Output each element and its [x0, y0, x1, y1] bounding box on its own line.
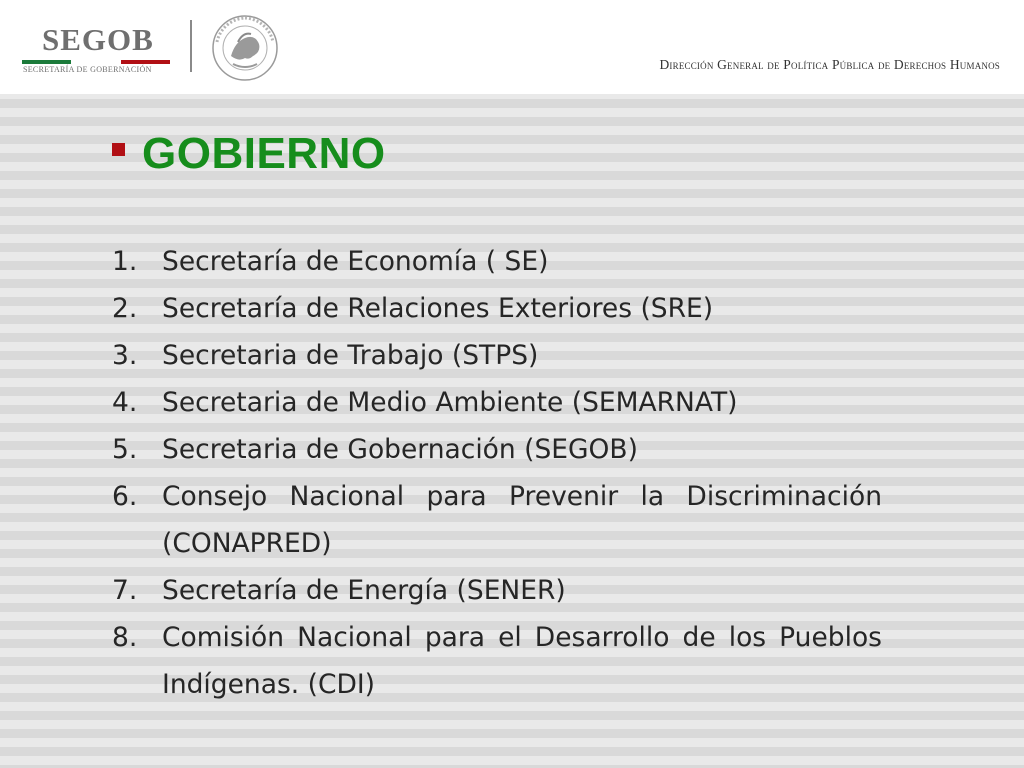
list-item-text: Secretaría de Economía ( SE) — [162, 246, 549, 277]
agency-list — [112, 238, 882, 708]
list-item-text: Consejo Nacional para Prevenir la Discriminación (CONAPRED) — [162, 481, 882, 559]
logo-tricolor-bar — [22, 60, 170, 64]
seal-graphic — [205, 12, 285, 84]
list-item-number: 1. — [112, 246, 138, 277]
segob-logo — [22, 20, 182, 80]
list-item — [112, 332, 882, 379]
slide-header — [0, 0, 1024, 94]
list-item-text: Secretaria de Gobernación (SEGOB) — [162, 434, 638, 465]
list-item-text: Secretaria de Medio Ambiente (SEMARNAT) — [162, 387, 738, 418]
section-title: GOBIERNO — [142, 129, 386, 178]
list-item-text: Secretaria de Trabajo (STPS) — [162, 340, 539, 371]
list-item — [112, 473, 882, 567]
logo-subtitle: SECRETARÍA DE GOBERNACIÓN — [23, 65, 152, 74]
list-item-number: 7. — [112, 575, 138, 606]
logo-bar-red — [121, 60, 170, 64]
list-item — [112, 238, 882, 285]
list-item — [112, 426, 882, 473]
slide-content — [112, 126, 882, 700]
header-divider — [190, 20, 192, 72]
list-item — [112, 567, 882, 614]
list-item-text: Secretaría de Relaciones Exteriores (SRE) — [162, 293, 714, 324]
list-item-number: 5. — [112, 434, 138, 465]
mexican-eagle-seal-icon — [205, 12, 285, 84]
list-item — [112, 379, 882, 426]
list-item-number: 2. — [112, 293, 138, 324]
list-item-number: 6. — [112, 481, 138, 512]
section-heading — [112, 126, 882, 182]
logo-wordmark: SEGOB — [42, 22, 154, 57]
list-item — [112, 614, 882, 708]
list-item-text: Secretaría de Energía (SENER) — [162, 575, 566, 606]
list-item — [112, 285, 882, 332]
logo-bar-white — [71, 60, 120, 64]
list-item-number: 4. — [112, 387, 138, 418]
list-item-number: 8. — [112, 622, 138, 653]
list-item-number: 3. — [112, 340, 138, 371]
square-bullet-icon — [112, 143, 125, 156]
header-department-title: Dirección General de Política Pública de Derechos Humanos — [659, 57, 1000, 72]
list-item-text: Comisión Nacional para el Desarrollo de los Pueblos Indígenas. (CDI) — [162, 622, 882, 700]
logo-bar-green — [22, 60, 71, 64]
